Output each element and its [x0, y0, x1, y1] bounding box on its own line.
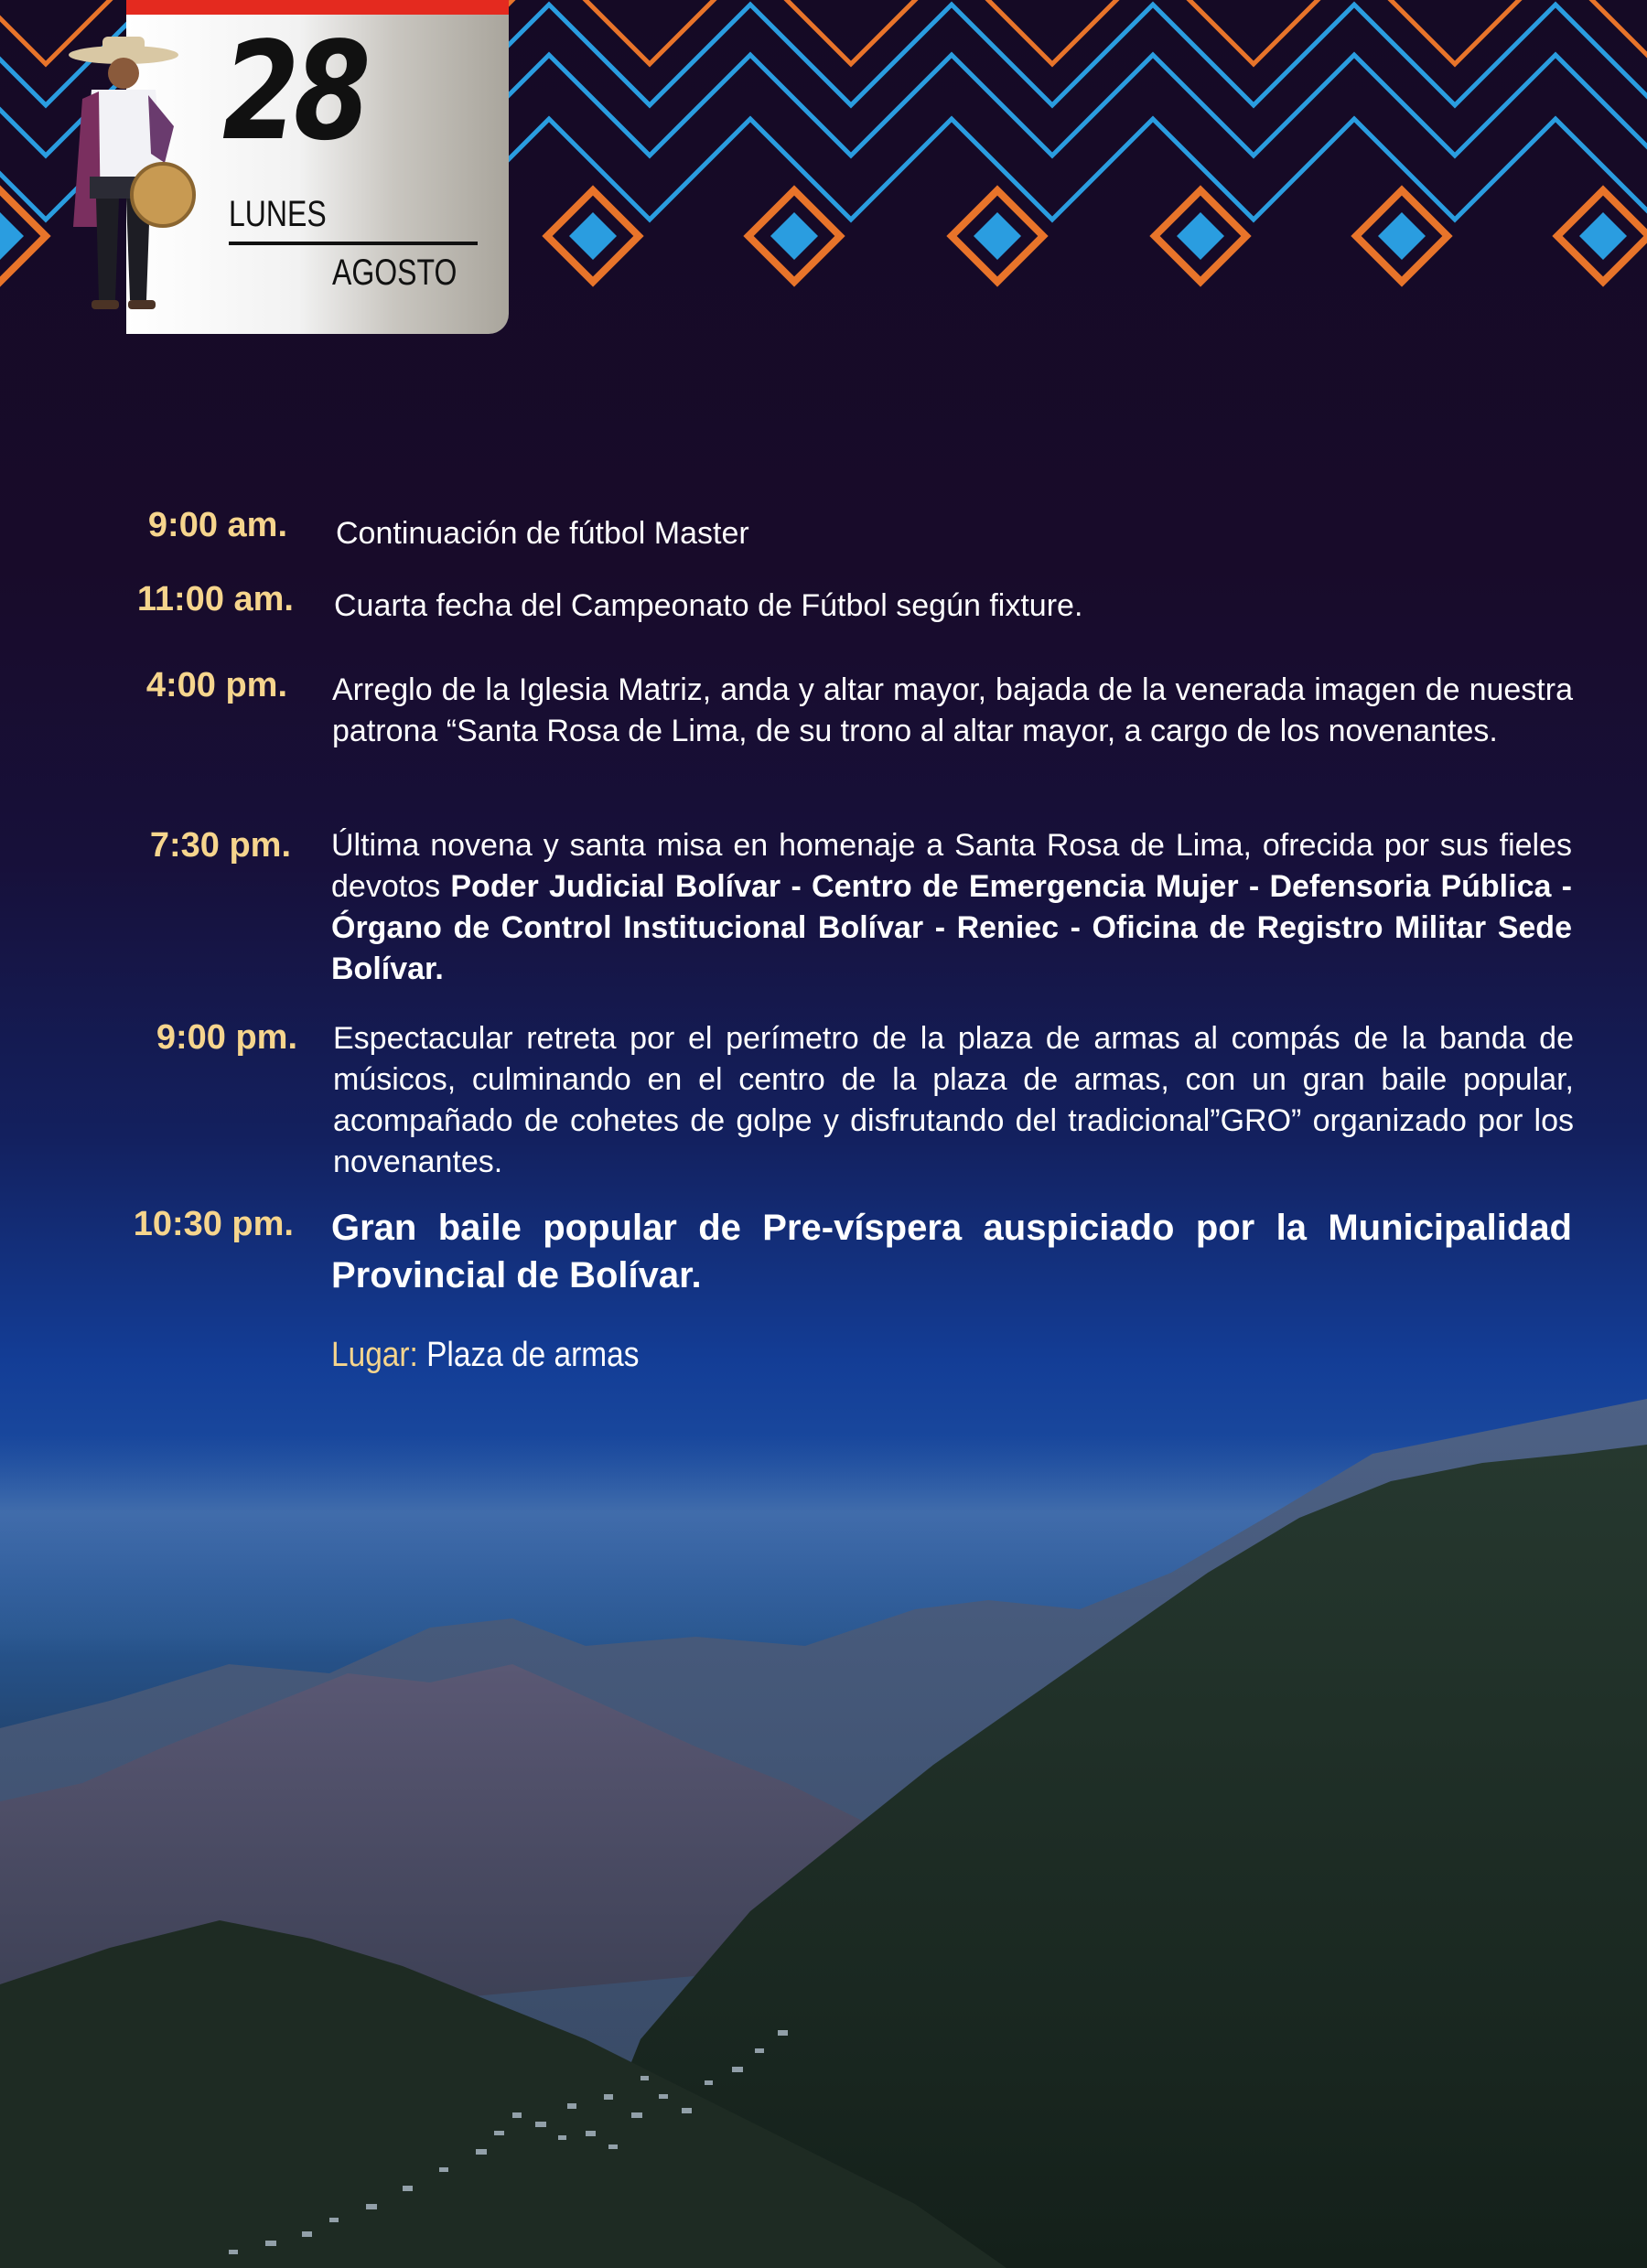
- event-time-4: 7:30 pm.: [149, 826, 291, 865]
- date-divider: [229, 242, 478, 245]
- event-desc-3: Arreglo de la Iglesia Matriz, anda y altar mayor, bajada de la venerada imagen de nuestra patrona “Santa Rosa de Lima, de su trono al altar mayor, a cargo de los novenantes.: [332, 672, 1573, 748]
- event-time-3: 4:00 pm.: [145, 666, 287, 704]
- event-time-1: 9:00 am.: [147, 506, 287, 544]
- event-time-6: 10:30 pm.: [133, 1205, 294, 1243]
- event-time-2: 11:00 am.: [136, 580, 294, 618]
- day-name: LUNES: [229, 194, 327, 234]
- event-place: [331, 1336, 639, 1375]
- event-desc-4: [331, 825, 1572, 990]
- event-desc-4-sponsors: Poder Judicial Bolívar - Centro de Emergencia Mujer - Defensoria Pública - Órgano de Control Institucional Bolívar - Reniec - Oficina de Registro Militar Sede Bolívar.: [331, 869, 1572, 986]
- traditional-musician-figure: [46, 26, 201, 341]
- place-value: Plaza de armas: [426, 1336, 640, 1374]
- place-label: Lugar:: [331, 1336, 418, 1374]
- event-desc-1: Continuación de fútbol Master: [336, 516, 749, 551]
- event-time-5: 9:00 pm.: [156, 1018, 297, 1057]
- event-desc-5: Espectacular retreta por el perímetro de la plaza de armas al compás de la banda de músicos, culminando en el centro de la plaza de armas, con un gran baile popular, acompañado de cohetes de golpe y disfrutando del tradicional”GRO” organizado por los novenantes.: [333, 1021, 1574, 1179]
- event-desc-2: Cuarta fecha del Campeonato de Fútbol según fixture.: [334, 588, 1083, 623]
- day-number: 28: [222, 13, 365, 170]
- mountain-landscape-illustration: [0, 1399, 1647, 2268]
- event-desc-6: Gran baile popular de Pre-víspera auspiciado por la Municipalidad Provincial de Bolívar.: [331, 1208, 1572, 1295]
- month-name: AGOSTO: [332, 253, 458, 293]
- event-desc-4-plain: Última novena y santa misa en homenaje a Santa Rosa de Lima, ofrecida por sus fieles devotos: [331, 828, 1572, 904]
